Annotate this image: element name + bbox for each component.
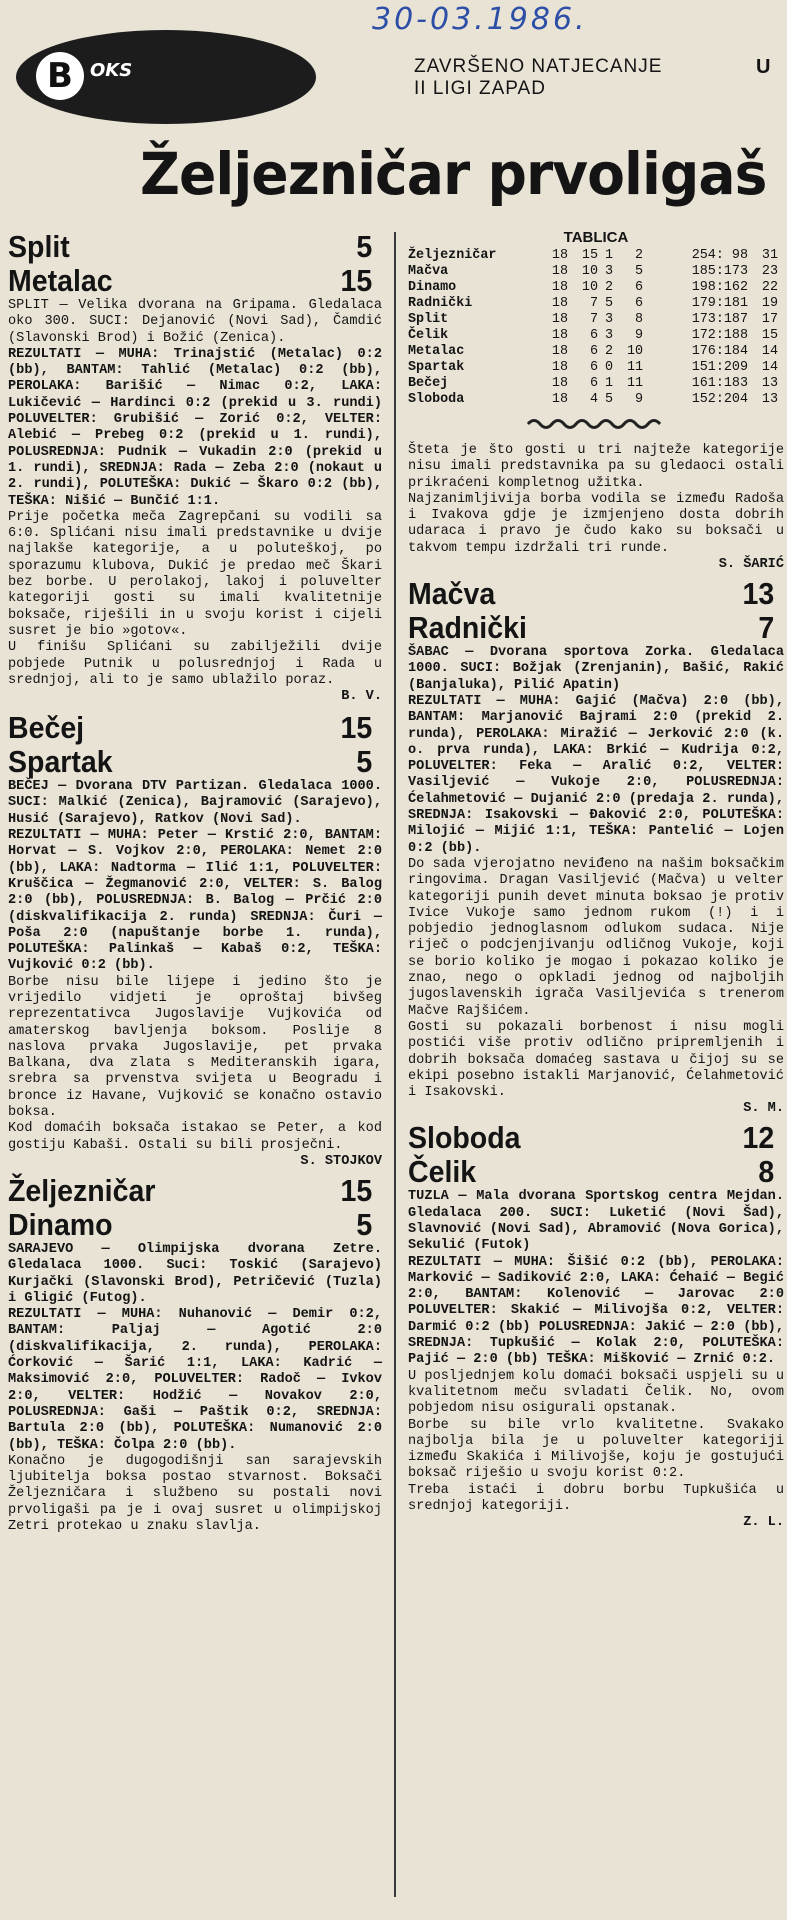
report-paragraph: U posljednjem kolu domaći boksači uspjeli su u kvalitetnom meču svladati Čelik. No, ovom pobjedom nisu osigurali opstanak. [408, 1368, 784, 1417]
report-paragraph: BEČEJ — Dvorana DTV Partizan. Gledalaca 1000. SUCI: Malkić (Zenica), Bajramović (Sarajevo), Husić (Sarajevo), Ratkov (Novi Sad). [8, 779, 382, 827]
team-score: 15 [340, 263, 373, 298]
standings-row [408, 392, 778, 408]
match-away [8, 1208, 380, 1242]
standings-title: TABLICA [563, 229, 629, 246]
standings-cell-p: 18 [551, 344, 568, 359]
report-paragraph: REZULTATI — MUHA: Peter — Krstić 2:0, BANTAM: Horvat — S. Vojkov 2:0, PEROLAKA: Nemet 2:0 (bb), LAKA: Nadtorma — Ilić 1:1, POLUVELTER: Kruščica — Žegmanović 2:0, VELTER: S. Balog 2:0 (bb), POLUSREDNJA: B. Balog — Prčić 2:0 (diskvalifikacija 2. runda) SREDNJA: Čuri — Poša 2:0 (napuštanje borbe 1. runda), POLUTEŠKA: Palinkaš — Kabaš 0:2, TEŠKA: Vujković 0:2 (bb). [8, 828, 382, 974]
team-name: Bečej [8, 710, 85, 746]
standings-cell-d: 3 [604, 328, 614, 343]
match-home [408, 577, 782, 611]
right-column [408, 230, 784, 1531]
standings-cell-d: 1 [604, 376, 614, 391]
standings-cell-w: 6 [589, 328, 598, 343]
standings-cell-w: 6 [589, 360, 598, 375]
standings-cell-pts: 13 [761, 392, 778, 407]
team-score: 8 [758, 1154, 775, 1190]
standings-cell-team: Bečej [408, 376, 449, 391]
standings-cell-w: 6 [589, 344, 598, 359]
match-macva-radnicki [408, 577, 784, 1117]
byline: Z. L. [743, 1515, 784, 1531]
standings-cell-p: 18 [551, 248, 568, 263]
report-paragraph: Borbe nisu bile lijepe i jedino što je vrijedilo vidjeti je oproštaj bivšeg reprezentativca Jugoslavije Vujkovića od amaterskog bavljenja boksom. Poslije 8 naslova prvaka Jugoslavije, pet prvaka Balkana, dva zlata s Mediteranskih igara, srebra sa prvenstva svijeta u Beogradu i bronce iz Havane, Vujković se konačno ostavio boksa. [8, 974, 382, 1121]
standings-cell-d: 3 [604, 264, 614, 279]
report-paragraph: Do sada vjerojatno neviđeno na našim boksačkim ringovima. Dragan Vasiljević (Mačva) u velter kategoriji punih devet minuta boksao je protiv Ivice Vukoje samo jednom rukom (!) i i pobjedio jednoglasnom odlukom sudaca. Nije riječ o podcjenjivanju odličnog Vukoje, koji se borio koliko je mogao i pokazao koliko je znao, nego o opkladi jednog od najboljih jugoslavenskih igrača Vasiljevića s trenerom Mačve Rajšićem. [408, 856, 784, 1019]
standings-cell-d: 1 [604, 248, 614, 263]
byline: S. STOJKOV [300, 1153, 382, 1169]
byline: S. ŠARIĆ [718, 557, 784, 573]
kicker-line: ZAVRŠENO NATJECANJE [414, 56, 663, 77]
standings-cell-team: Spartak [408, 360, 465, 375]
match-report [8, 779, 382, 1154]
continued-report [408, 443, 784, 557]
standings-cell-pts: 19 [761, 296, 778, 311]
standings-cell-w: 10 [581, 264, 598, 279]
team-name: Split [8, 229, 70, 264]
report-paragraph: Najzanimljivija borba vodila se između Radoša i Ivakova gdje je izmjenjeno dosta dobrih udaraca i pravo je čudo kako su boksači u takvom tempu izdržali tri runde. [408, 491, 784, 556]
standings-cell-w: 6 [589, 376, 598, 391]
standings-cell-bouts: 151:209 [691, 360, 748, 375]
standings-cell-pts: 17 [761, 312, 778, 327]
standings-cell-l: 11 [626, 376, 644, 391]
standings-cell-w: 4 [589, 392, 598, 407]
match-away [8, 264, 380, 298]
standings-row [408, 280, 778, 296]
report-paragraph: REZULTATI — MUHA: Trinajstić (Metalac) 0:2 (bb), BANTAM: Tahlić (Metalac) 0:2 (bb), PEROLAKA: Barišić — Nimac 0:2, LAKA: Lukičević — Hardinci 0:2 (prekid u 3. rundi) POLUVELTER: Grubišić — Zorić 0:2, VELTER: Alebić — Prebeg 0:2 (prekid u 1. rundi), POLUSREDNJA: Pudnik — Vukadin 2:0 (prekid u 1. rundi), SREDNJA: Rada — Zeba 2:0 (nokaut u 2. rundi), POLUTEŠKA: Dukić — Škaro 0:2 (bb), TEŠKA: Nišić — Bunčić 1:1. [8, 346, 382, 509]
standings-cell-bouts: 173:187 [691, 312, 748, 327]
standings-row [408, 296, 778, 312]
match-sloboda-celik [408, 1121, 784, 1531]
match-away [8, 745, 380, 779]
standings-row [408, 264, 778, 280]
report-paragraph: Gosti su pokazali borbenost i nisu mogli postići više protiv odlično pripremljenih i dobrih boksača domaćeg sastava u čijoj su se ekipi posebno istakli Marjanović, Ćelahmetović i Isakovski. [408, 1019, 784, 1101]
left-column [8, 230, 382, 1535]
standings-row [408, 376, 778, 392]
standings-cell-l: 6 [634, 280, 644, 295]
standings-cell-l: 10 [626, 344, 644, 359]
standings-cell-l: 8 [634, 312, 644, 327]
standings-cell-bouts: 254: 98 [691, 248, 748, 263]
team-score: 13 [742, 576, 775, 612]
team-name: Mačva [408, 576, 496, 612]
handwritten-date: 30-03.1986. [372, 2, 588, 37]
standings-row [408, 312, 778, 328]
report-paragraph: Prije početka meča Zagrepčani su vodili sa 6:0. Splićani nisu imali predstavnike u dvije najlakše kategorije, a u poluteškoj, po sporazumu klubova, Dukić je predao meč Škari bez borbe. U perolakoj, lakoj i poluvelter kategoriji gosti su imali kvalitetnije boksače, riješili in u svoju korist i cijeli susret je bio »gotov«. [8, 509, 382, 639]
report-paragraph: Treba istaći i dobru borbu Tupkušića u srednjoj kategoriji. [408, 1482, 784, 1515]
standings-cell-d: 0 [604, 360, 614, 375]
report-paragraph: Borbe su bile vrlo kvalitetne. Svakako najbolja bila je u poluvelter kategoriji između Skakića i Milivojše, koju je gostujući boksač riješio u svoju korist 0:2. [408, 1417, 784, 1482]
standings-cell-team: Metalac [408, 344, 465, 359]
standings-cell-pts: 13 [761, 376, 778, 391]
standings-cell-bouts: 161:183 [691, 376, 748, 391]
standings-cell-d: 2 [604, 344, 614, 359]
standings-cell-p: 18 [551, 280, 568, 295]
match-away [408, 611, 782, 645]
team-score: 12 [742, 1120, 775, 1156]
team-name: Radnički [408, 610, 527, 646]
standings-cell-team: Željezničar [408, 248, 497, 263]
standings-cell-w: 15 [581, 248, 598, 263]
standings-cell-p: 18 [551, 328, 568, 343]
standings-cell-pts: 31 [761, 248, 778, 263]
report-paragraph: ŠABAC — Dvorana sportova Zorka. Gledalaca 1000. SUCI: Božjak (Zrenjanin), Bašić, Rakić (Banjaluka), Pilić Apatin) [408, 645, 784, 693]
match-report [8, 298, 382, 689]
standings-cell-l: 11 [626, 360, 644, 375]
standings-cell-d: 5 [604, 392, 614, 407]
standings-cell-p: 18 [551, 312, 568, 327]
headline: Željezničar prvoligaš [140, 140, 767, 208]
standings-cell-team: Dinamo [408, 280, 457, 295]
report-paragraph: TUZLA — Mala dvorana Sportskog centra Mejdan. Gledalaca 200. SUCI: Luketić (Novi Šad), Slavnović (Novi Sad), Abramović (Nova Gorica), Sekulić (Futok) [408, 1189, 784, 1254]
standings-cell-l: 2 [634, 248, 644, 263]
team-name: Sloboda [408, 1120, 521, 1156]
standings-cell-l: 9 [634, 328, 644, 343]
report-paragraph: REZULTATI — MUHA: Šišić 0:2 (bb), PEROLAKA: Marković — Sadiković 2:0, LAKA: Ćehaić — Begić 2:0, BANTAM: Kolenović — Jarovac 2:0 POLUVELTER: Skakić — Milivojša 0:2, VELTER: Darmić 0:2 (bb) POLUSREDNJA: Jakić — 2:0 (bb), SREDNJA: Tupkušić — Kolak 2:0, POLUTEŠKA: Pajić — 2:0 (bb) TEŠKA: Mišković — Zrnić 0:2. [408, 1254, 784, 1368]
standings-cell-team: Split [408, 312, 449, 327]
report-paragraph: REZULTATI — MUHA: Gajić (Mačva) 2:0 (bb), BANTAM: Marjanović Bajrami 2:0 (prekid 2. runda), PEROLAKA: Miražić — Jerković 2:0 (k. o. prva runda), LAKA: Brkić — Kudrija 0:2, POLUVELTER: Feka — Aralić 0:2, VELTER: Vasiljević — Vukoje 2:0, POLUSREDNJA: Ćelahmetović — Dujanić 2:0 (predaja 2. runda), SREDNJA: Isakovski — Đaković 2:0, POLUTEŠKA: Milojić — Mijić 1:1, TEŠKA: Pantelić — Lojen 0:2 (bb). [408, 693, 784, 856]
standings-row [408, 360, 778, 376]
logo-letter: B [36, 52, 84, 100]
standings-cell-bouts: 152:204 [691, 392, 748, 407]
standings-cell-team: Čelik [408, 328, 449, 343]
standings-cell-pts: 14 [761, 360, 778, 375]
team-score: 5 [356, 744, 373, 780]
standings-table [408, 248, 778, 408]
report-paragraph: Šteta je što gosti u tri najteže kategorije nisu imali predstavnika pa su gledaoci ostali prikraćeni kompletnog užitka. [408, 443, 784, 491]
match-split-metalac [8, 230, 382, 705]
standings-cell-pts: 22 [761, 280, 778, 295]
column-divider [394, 232, 396, 1897]
standings-row [408, 328, 778, 344]
team-name: Metalac [8, 263, 113, 298]
standings-cell-team: Sloboda [408, 392, 465, 407]
standings-cell-p: 18 [551, 360, 568, 375]
standings-cell-bouts: 179:181 [691, 296, 748, 311]
kicker [414, 56, 662, 100]
standings-cell-pts: 23 [761, 264, 778, 279]
standings-cell-w: 7 [589, 296, 598, 311]
report-paragraph: Konačno je dugogodišnji san sarajevskih ljubitelja boksa postao stvarnost. Boksači Željezničara i službeno su postali novi prvoligaši pa je i ovaj susret u olimpijskoj Zetri protekao u znaku slavlja. [8, 1453, 382, 1534]
wave-divider [408, 416, 778, 432]
match-report [8, 1242, 382, 1535]
match-home [408, 1121, 782, 1155]
standings-cell-bouts: 176:184 [691, 344, 748, 359]
standings-cell-bouts: 185:173 [691, 264, 748, 279]
logo-text: OKS [90, 60, 133, 81]
match-report [408, 1189, 784, 1515]
match-home [8, 711, 380, 745]
match-becej-spartak [8, 711, 382, 1170]
team-name: Dinamo [8, 1206, 113, 1242]
standings-cell-pts: 14 [761, 344, 778, 359]
standings-cell-team: Mačva [408, 264, 449, 279]
team-name: Željezničar [8, 1172, 156, 1208]
report-paragraph: U finišu Splićani su zabilježili dvije pobjede Putnik u polusrednjoj i Rada u srednjoj, ali to je samo ublažilo poraz. [8, 640, 382, 688]
team-name: Spartak [8, 744, 113, 780]
team-score: 5 [356, 229, 373, 264]
byline: S. M. [743, 1101, 784, 1117]
standings-cell-l: 5 [634, 264, 644, 279]
standings-cell-p: 18 [551, 264, 568, 279]
standings-cell-w: 7 [589, 312, 598, 327]
team-score: 15 [340, 1172, 373, 1208]
standings-cell-pts: 15 [761, 328, 778, 343]
match-away [408, 1155, 782, 1189]
byline: B. V. [341, 689, 382, 705]
team-score: 15 [340, 710, 373, 746]
standings-row [408, 344, 778, 360]
match-home [8, 1174, 380, 1208]
report-paragraph: SPLIT — Velika dvorana na Gripama. Gledalaca oko 300. SUCI: Dejanović (Novi Sad), Čamdić (Slavonski Brod) i Božić (Zenica). [8, 298, 382, 346]
standings-cell-w: 10 [581, 280, 598, 295]
report-paragraph: Kod domaćih boksača istakao se Peter, a kod gostiju Kabaši. Ostali su bili prosječni. [8, 1121, 382, 1153]
standings-cell-p: 18 [551, 296, 568, 311]
team-score: 5 [356, 1206, 373, 1242]
standings-row [408, 248, 778, 264]
match-home [8, 230, 380, 264]
report-paragraph: SARAJEVO — Olimpijska dvorana Zetre. Gledalaca 1000. Suci: Toskić (Sarajevo) Kurjački (Slavonski Brod), Petričević (Tuzla) i Gligić (Futog). [8, 1241, 382, 1306]
standings-cell-l: 6 [634, 296, 644, 311]
standings-cell-d: 5 [604, 296, 614, 311]
match-zeljeznicar-dinamo [8, 1174, 382, 1535]
standings-cell-p: 18 [551, 376, 568, 391]
standings-cell-d: 2 [604, 280, 614, 295]
standings-cell-p: 18 [551, 392, 568, 407]
kicker-line: II LIGI ZAPAD [414, 78, 546, 99]
team-name: Čelik [408, 1154, 477, 1190]
standings-cell-team: Radnički [408, 296, 473, 311]
team-score: 7 [758, 610, 775, 646]
match-report [408, 645, 784, 1101]
standings-cell-l: 9 [634, 392, 644, 407]
kicker-mark: U [756, 56, 771, 78]
standings-cell-bouts: 198:162 [691, 280, 748, 295]
standings-cell-bouts: 172:188 [691, 328, 748, 343]
report-paragraph: REZULTATI — MUHA: Nuhanović — Demir 0:2, BANTAM: Paljaj — Agotić 2:0 (diskvalifikacija, 2. runda), PEROLAKA: Ćorković — Šarić 1:1, LAKA: Kadrić — Maksimović 2:0, POLUVELTER: Radoč — Ivkov 2:0, VELTER: Hodžić — Novakov 2:0, POLUSREDNJA: Gaši — Paštik 0:2, SREDNJA: Bartula 2:0 (bb), POLUTEŠKA: Numanović 2:0 (bb), TEŠKA: Čolpa 2:0 (bb). [8, 1307, 382, 1453]
standings-cell-d: 3 [604, 312, 614, 327]
